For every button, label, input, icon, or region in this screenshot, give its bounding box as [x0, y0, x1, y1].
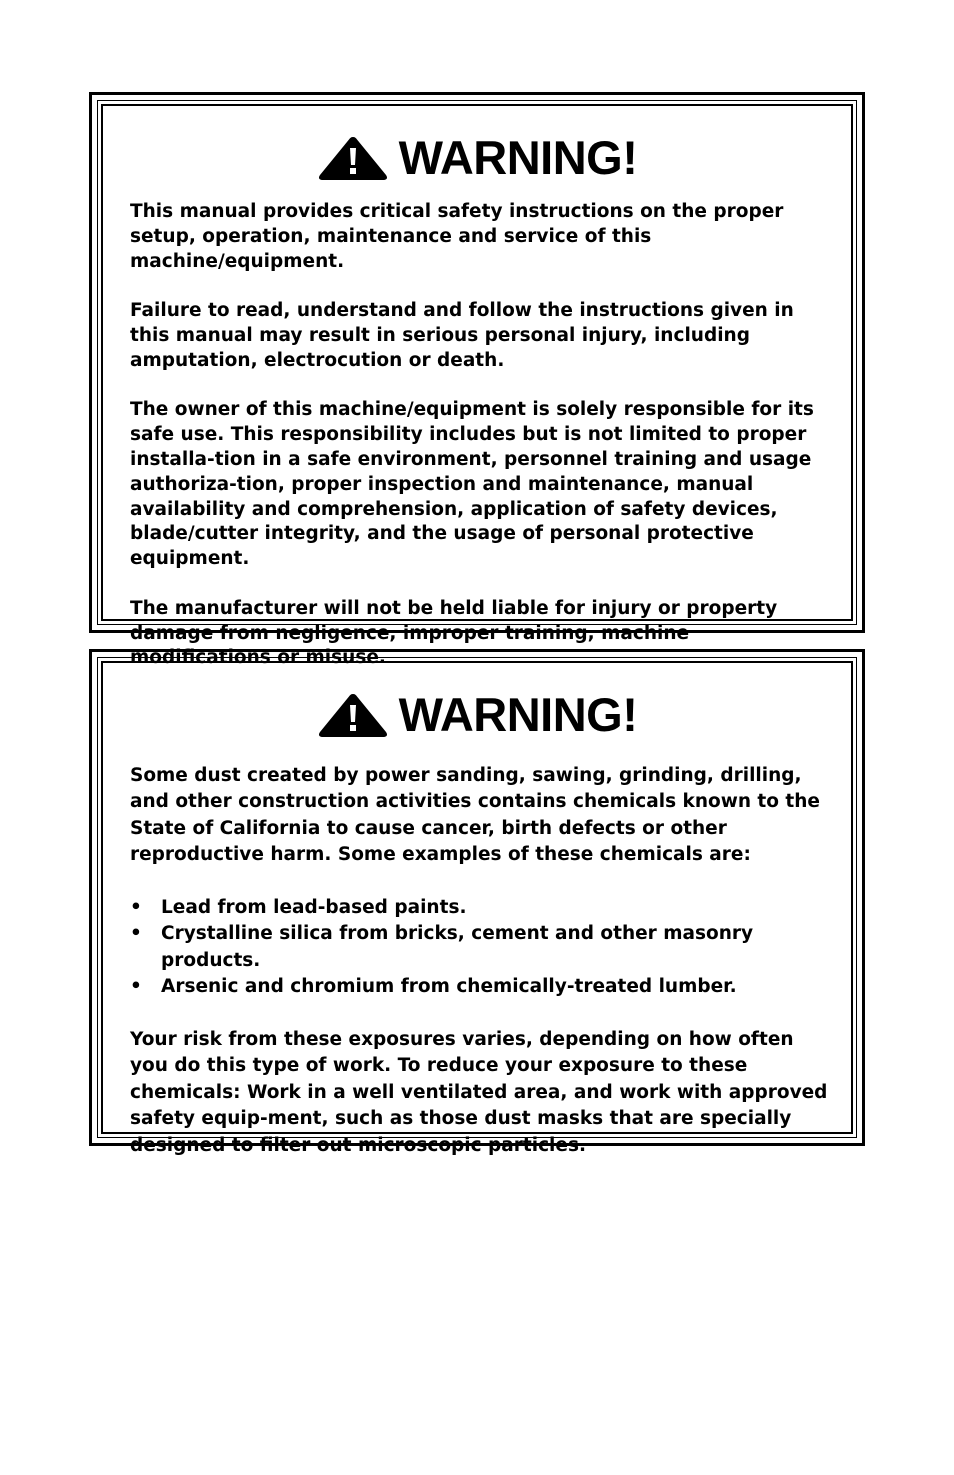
warning-box-california-dust — [89, 649, 865, 1156]
chemical-list — [130, 895, 829, 1001]
warning-closing: Your risk from these exposures varies, depending on how often you do this type of work. To reduce your exposure to these chemicals: Work in a well ventilated area, and work with approved safety equip-ment, such as those dust masks that are specially designed to filter out microscopic particles. — [130, 1029, 828, 1156]
warning-box-safety-manual — [89, 92, 865, 669]
warning-intro: Some dust created by power sanding, sawing, grinding, drilling, and other construction activities contains chemicals known to the State of California to cause cancer, birth defects or other reproductive harm. Some examples of these chemicals are: — [130, 765, 820, 866]
warning-paragraph: Failure to read, understand and follow the instructions given in this manual may result in serious personal injury, including amputation, electrocution or death. — [130, 300, 794, 371]
list-item-text: Arsenic and chromium from chemically-treated lumber. — [161, 976, 737, 998]
warning-box-inner-border-thick — [101, 104, 853, 669]
bullet-dot: • — [130, 897, 142, 919]
warning-body — [130, 763, 829, 1159]
bullet-dot: • — [130, 923, 142, 945]
warning-triangle-icon — [317, 692, 389, 738]
warning-paragraph: The owner of this machine/equipment is solely responsible for its safe use. This responsibility includes but is not limited to proper installa-tion in a safe environment, personnel training and usage authoriza-tion, proper inspection and maintenance, manual availability and comprehension, application of safety devices, blade/cutter integrity, and the usage of personal protective equipment. — [130, 399, 814, 570]
list-item — [130, 895, 829, 921]
warning-heading — [103, 131, 851, 184]
warning-paragraph: The manufacturer will not be held liable for injury or property damage from negligence, improper training, machine modifications or misuse. — [130, 597, 778, 669]
warning-box-inner-border-thick — [101, 661, 853, 1156]
warning-heading — [103, 688, 851, 741]
warning-body — [130, 200, 829, 671]
warning-title: WARNING! — [398, 131, 638, 184]
warning-box-inner-border — [97, 100, 857, 669]
warning-paragraph: This manual provides critical safety instructions on the proper setup, operation, maintenance and service of this machine/equipment. — [130, 201, 784, 272]
bullet-dot: • — [130, 976, 142, 998]
list-item — [130, 974, 829, 1000]
warning-title: WARNING! — [398, 688, 638, 741]
warning-box-inner-border — [97, 657, 857, 1156]
warning-triangle-icon — [317, 135, 389, 181]
list-item — [130, 921, 829, 974]
list-item-text: Crystalline silica from bricks, cement and other masonry products. — [161, 923, 754, 971]
list-item-text: Lead from lead-based paints. — [161, 897, 467, 919]
